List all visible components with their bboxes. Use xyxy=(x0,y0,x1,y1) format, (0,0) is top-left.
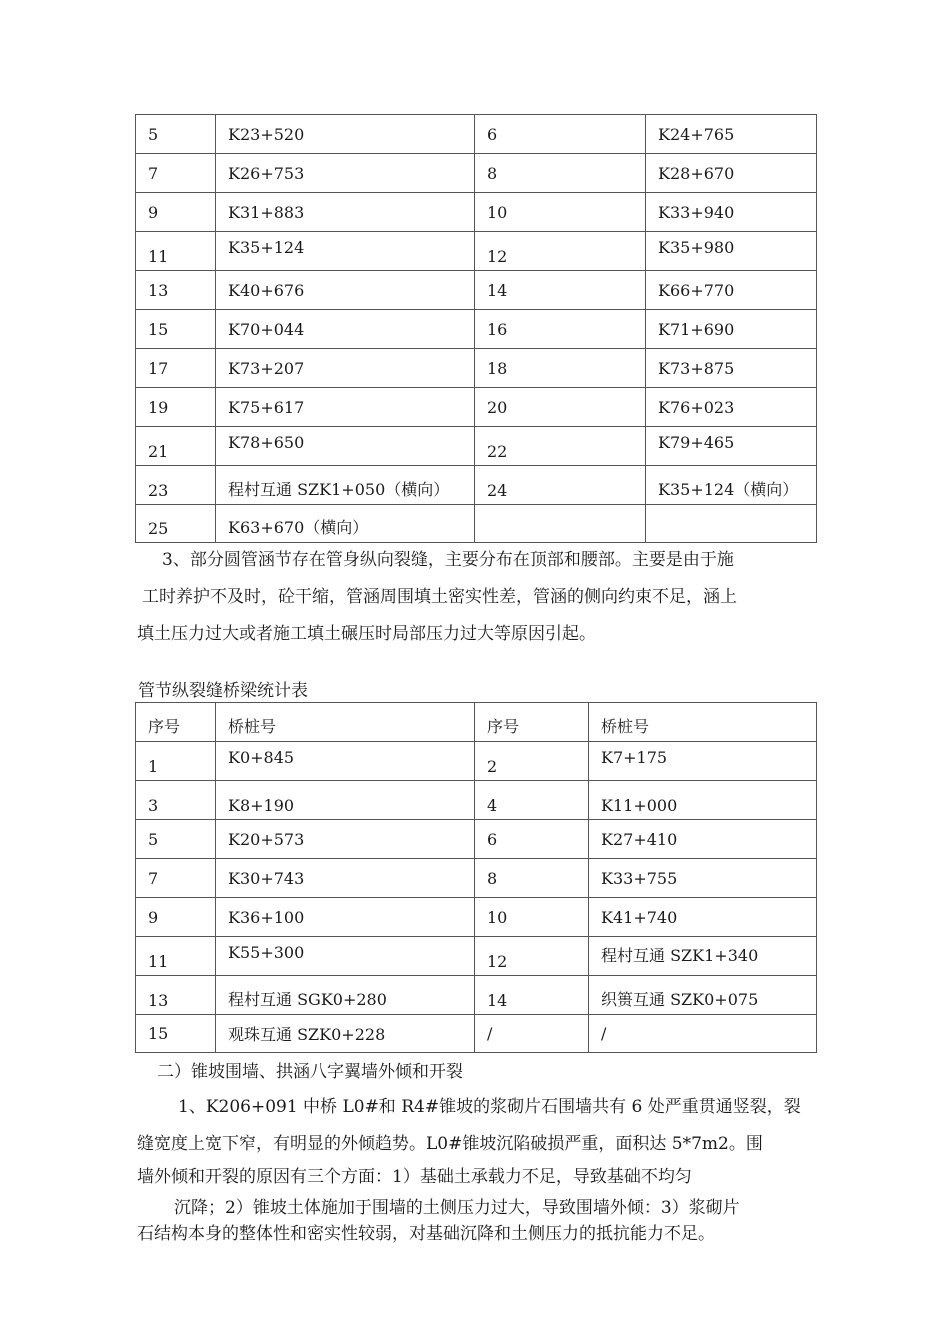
row-number-cell: 24 xyxy=(475,466,646,505)
row-number-cell: 14 xyxy=(475,271,646,310)
stake-number-cell: K11+000 xyxy=(589,781,817,820)
table-row xyxy=(136,271,817,310)
row-number-cell: 8 xyxy=(475,154,646,193)
stake-number-cell: K27+410 xyxy=(589,820,817,859)
row-number-cell: 10 xyxy=(475,193,646,232)
row-number-cell: 14 xyxy=(475,976,589,1015)
stake-number-cell: 观珠互通 SZK0+228 xyxy=(216,1015,475,1053)
section-line-2: 缝宽度上宽下窄，有明显的外倾趋势。L0#锥坡沉陷破损严重，面积达 5*7m2。围 xyxy=(137,1134,763,1154)
row-number-cell: 7 xyxy=(136,859,216,898)
stake-number-cell: K76+023 xyxy=(646,388,817,427)
table-row xyxy=(136,1015,817,1053)
row-number-cell: 序号 xyxy=(136,703,216,742)
row-number-cell: 7 xyxy=(136,154,216,193)
paragraph-3-line-2: 工时养护不及时，砼干缩，管涵周围填土密实性差，管涵的侧向约束不足，涵上 xyxy=(142,587,737,607)
table-row xyxy=(136,310,817,349)
row-number-cell: 16 xyxy=(475,310,646,349)
row-number-cell xyxy=(475,505,646,543)
stake-number-cell: K79+465 xyxy=(646,427,817,466)
row-number-cell: 11 xyxy=(136,937,216,976)
table-row xyxy=(136,898,817,937)
stake-number-cell: K23+520 xyxy=(216,115,475,154)
table-row xyxy=(136,349,817,388)
row-number-cell: 8 xyxy=(475,859,589,898)
stake-number-cell: / xyxy=(589,1015,817,1053)
stake-number-cell: K73+875 xyxy=(646,349,817,388)
stake-number-cell: K63+670（横向） xyxy=(216,505,475,543)
table-row xyxy=(136,115,817,154)
stake-number-cell: K26+753 xyxy=(216,154,475,193)
row-number-cell: 6 xyxy=(475,820,589,859)
table-row xyxy=(136,505,817,543)
row-number-cell: 17 xyxy=(136,349,216,388)
stake-number-cell xyxy=(646,505,817,543)
row-number-cell: 23 xyxy=(136,466,216,505)
stake-number-cell: K35+124（横向） xyxy=(646,466,817,505)
stake-number-cell: K35+980 xyxy=(646,232,817,271)
stake-number-cell: K8+190 xyxy=(216,781,475,820)
section-line-1: 1、K206+091 中桥 L0#和 R4#锥坡的浆砌片石围墙共有 6 处严重贯通竖裂，裂 xyxy=(178,1097,801,1117)
stake-number-cell: 程村互通 SGK0+280 xyxy=(216,976,475,1015)
row-number-cell: 9 xyxy=(136,193,216,232)
stake-number-cell: K41+740 xyxy=(589,898,817,937)
table-row xyxy=(136,154,817,193)
row-number-cell: 5 xyxy=(136,820,216,859)
stake-number-cell: K33+755 xyxy=(589,859,817,898)
table-row xyxy=(136,466,817,505)
table-row xyxy=(136,388,817,427)
row-number-cell: 10 xyxy=(475,898,589,937)
row-number-cell: 6 xyxy=(475,115,646,154)
stake-number-cell: K28+670 xyxy=(646,154,817,193)
stake-number-cell: K73+207 xyxy=(216,349,475,388)
paragraph-3-line-1: 3、部分圆管涵节存在管身纵向裂缝，主要分布在顶部和腰部。主要是由于施 xyxy=(162,550,734,570)
row-number-cell: 序号 xyxy=(475,703,589,742)
row-number-cell: 13 xyxy=(136,976,216,1015)
section-line-5: 石结构本身的整体性和密实性较弱，对基础沉降和土侧压力的抵抗能力不足。 xyxy=(137,1224,715,1244)
stake-number-cell: 织篑互通 SZK0+075 xyxy=(589,976,817,1015)
row-number-cell: 22 xyxy=(475,427,646,466)
section-line-3: 墙外倾和开裂的原因有三个方面：1）基础土承载力不足，导致基础不均匀 xyxy=(137,1167,692,1187)
row-number-cell: 1 xyxy=(136,742,216,781)
stake-number-cell: K36+100 xyxy=(216,898,475,937)
stake-number-cell: K70+044 xyxy=(216,310,475,349)
row-number-cell: 13 xyxy=(136,271,216,310)
row-number-cell: / xyxy=(475,1015,589,1053)
bridge-stake-table-continued xyxy=(135,114,817,543)
stake-number-cell: K75+617 xyxy=(216,388,475,427)
row-number-cell: 4 xyxy=(475,781,589,820)
row-number-cell: 12 xyxy=(475,232,646,271)
stake-number-cell: 程村互通 SZK1+340 xyxy=(589,937,817,976)
stake-number-cell: K20+573 xyxy=(216,820,475,859)
paragraph-3-line-3: 填土压力过大或者施工填土碾压时局部压力过大等原因引起。 xyxy=(137,624,596,644)
stake-number-cell: K24+765 xyxy=(646,115,817,154)
row-number-cell: 20 xyxy=(475,388,646,427)
row-number-cell: 12 xyxy=(475,937,589,976)
table-row xyxy=(136,781,817,820)
stake-number-cell: 程村互通 SZK1+050（横向） xyxy=(216,466,475,505)
stake-number-cell: K31+883 xyxy=(216,193,475,232)
row-number-cell: 21 xyxy=(136,427,216,466)
stake-number-cell: K30+743 xyxy=(216,859,475,898)
section-heading: 二）锥坡围墙、拱涵八字翼墙外倾和开裂 xyxy=(157,1062,463,1082)
stake-number-cell: K66+770 xyxy=(646,271,817,310)
stake-number-cell: K78+650 xyxy=(216,427,475,466)
stake-number-cell: K55+300 xyxy=(216,937,475,976)
table-row xyxy=(136,232,817,271)
section-line-4: 沉降；2）锥坡土体施加于围墙的土侧压力过大，导致围墙外倾：3）浆砌片 xyxy=(174,1198,740,1218)
row-number-cell: 25 xyxy=(136,505,216,543)
row-number-cell: 15 xyxy=(136,1015,216,1053)
row-number-cell: 15 xyxy=(136,310,216,349)
table-row xyxy=(136,193,817,232)
row-number-cell: 18 xyxy=(475,349,646,388)
table-caption: 管节纵裂缝桥梁统计表 xyxy=(138,681,308,701)
stake-number-cell: K35+124 xyxy=(216,232,475,271)
pipe-crack-bridge-table xyxy=(135,702,817,1053)
table-row xyxy=(136,937,817,976)
table-row xyxy=(136,859,817,898)
stake-number-cell: K33+940 xyxy=(646,193,817,232)
row-number-cell: 19 xyxy=(136,388,216,427)
row-number-cell: 9 xyxy=(136,898,216,937)
stake-number-cell: K40+676 xyxy=(216,271,475,310)
row-number-cell: 11 xyxy=(136,232,216,271)
row-number-cell: 3 xyxy=(136,781,216,820)
row-number-cell: 2 xyxy=(475,742,589,781)
stake-number-cell: 桥桩号 xyxy=(216,703,475,742)
table-row xyxy=(136,976,817,1015)
table-row xyxy=(136,427,817,466)
stake-number-cell: K71+690 xyxy=(646,310,817,349)
stake-number-cell: K0+845 xyxy=(216,742,475,781)
table-row xyxy=(136,820,817,859)
stake-number-cell: 桥桩号 xyxy=(589,703,817,742)
table-row xyxy=(136,703,817,742)
table-row xyxy=(136,742,817,781)
stake-number-cell: K7+175 xyxy=(589,742,817,781)
row-number-cell: 5 xyxy=(136,115,216,154)
